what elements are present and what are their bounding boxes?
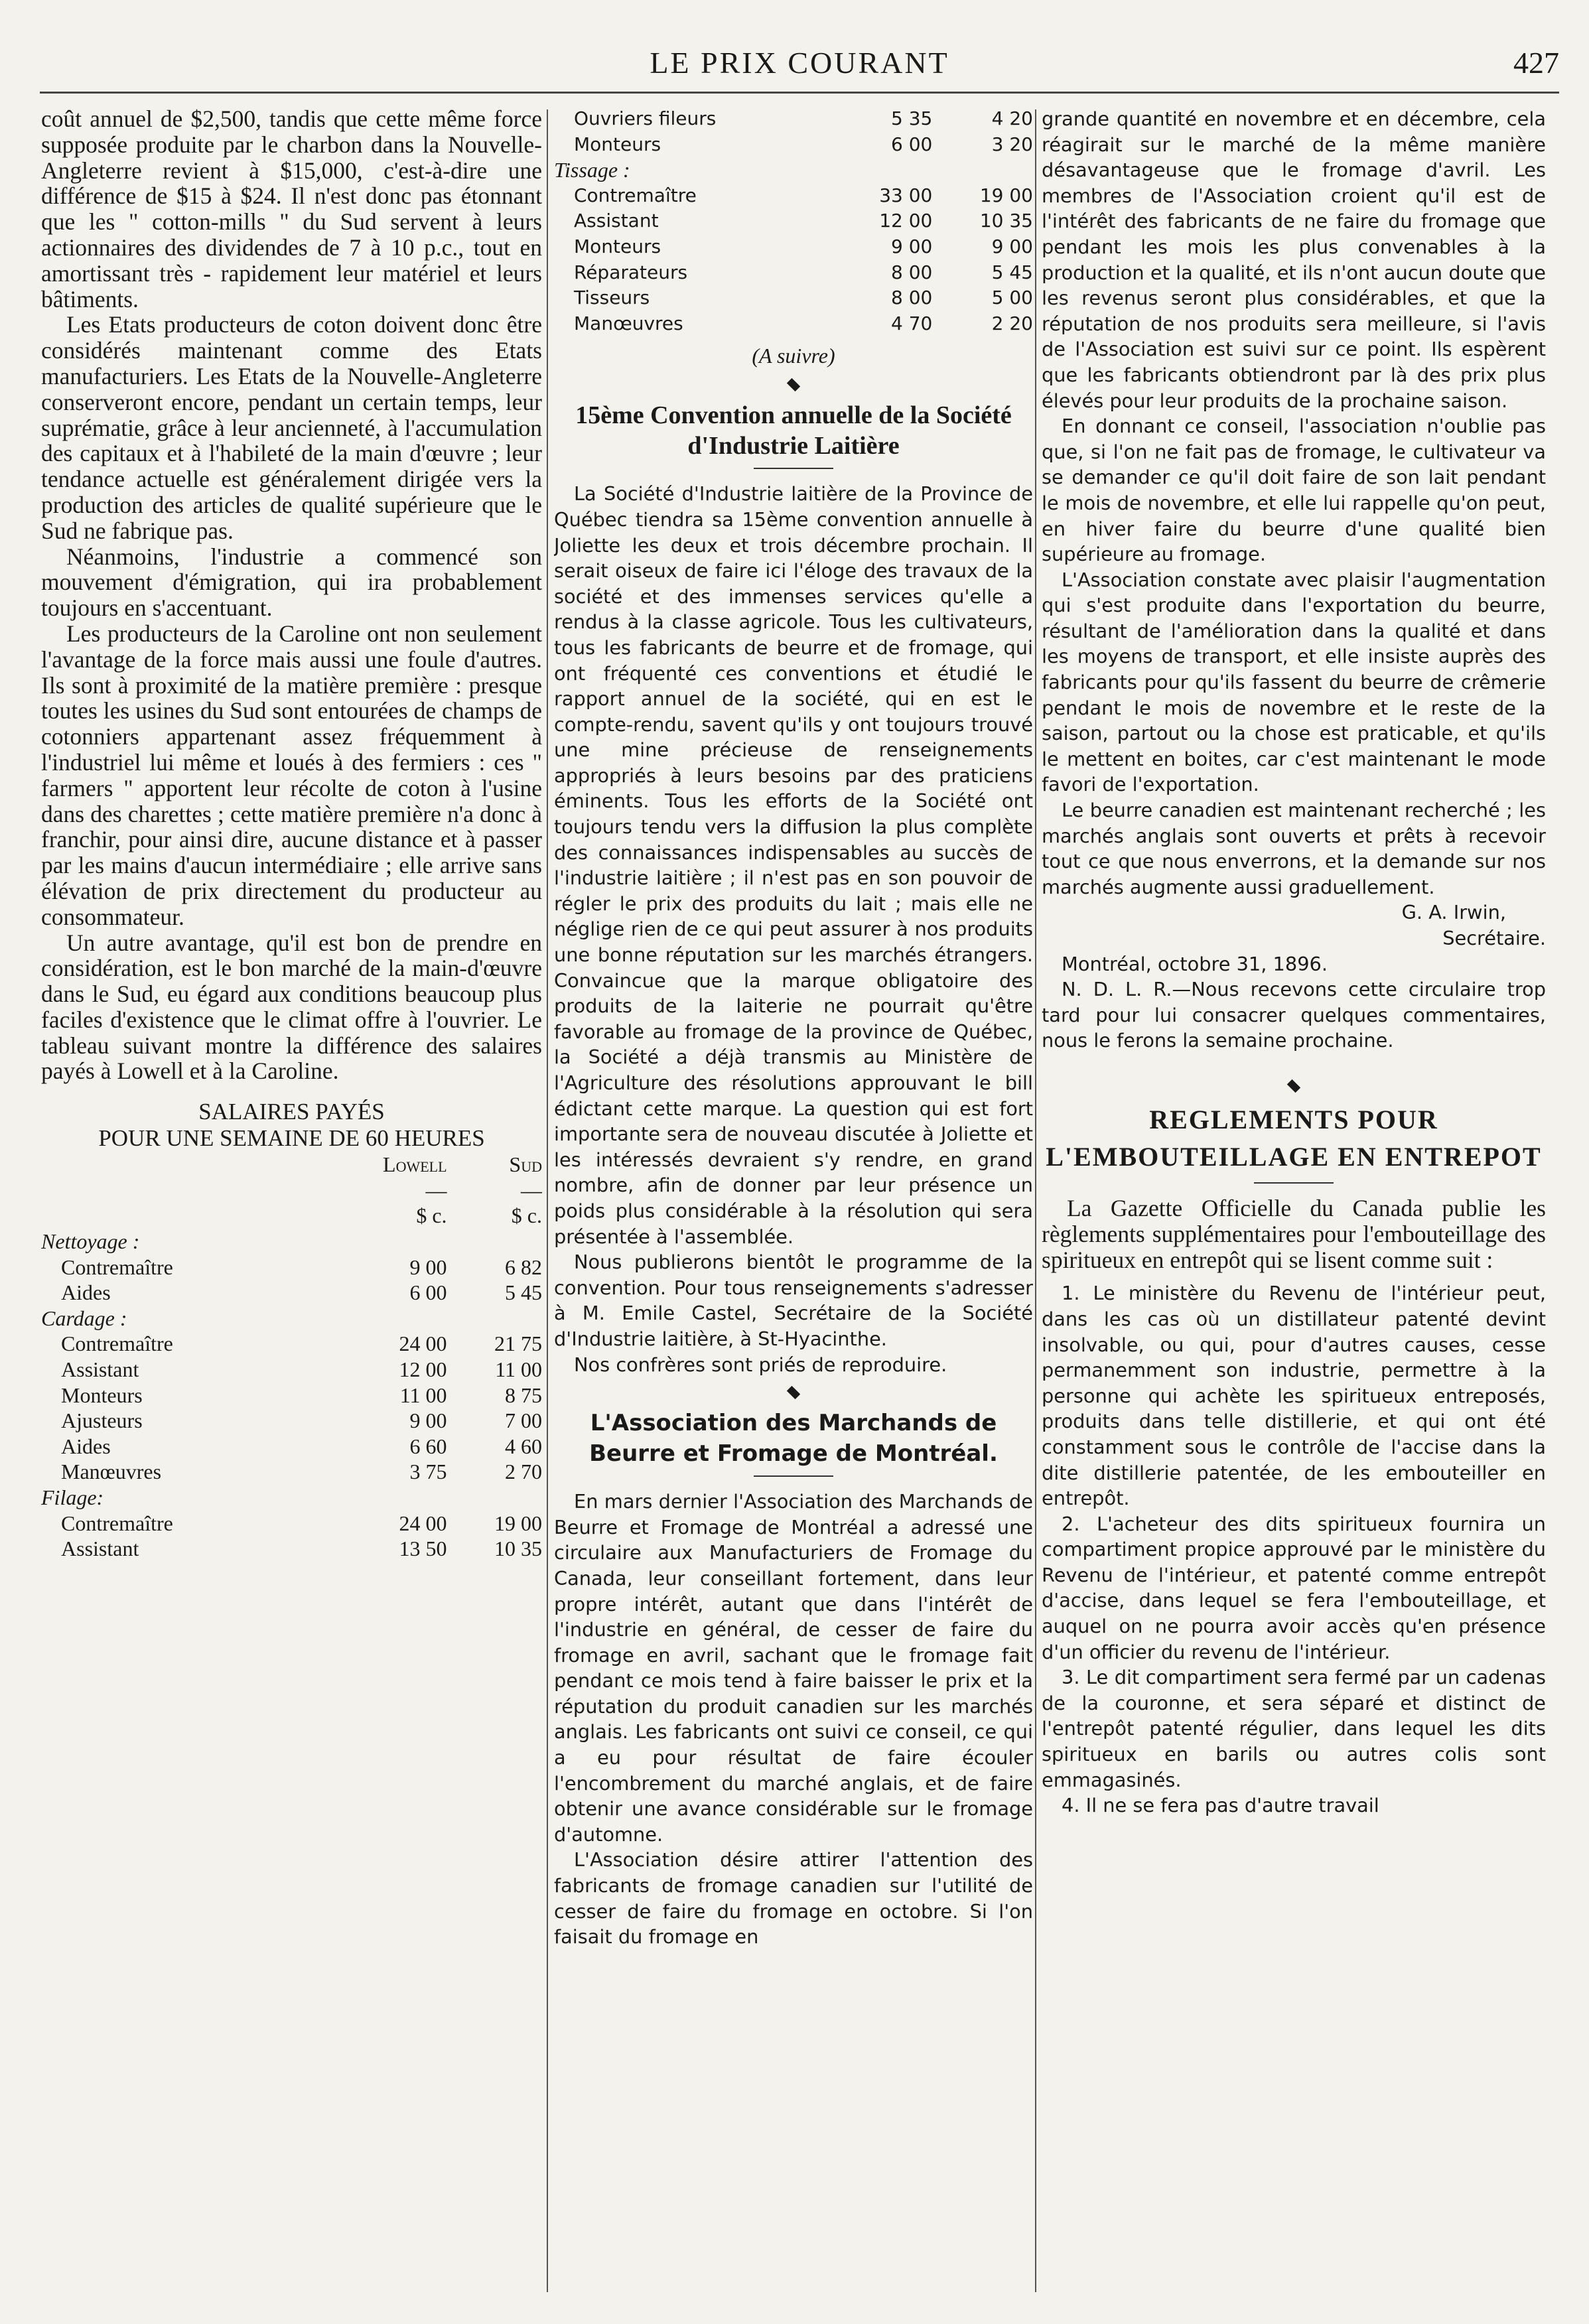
table-row: Manœuvres 4 70 2 20 <box>574 312 1033 334</box>
paragraph: Nous publierons bientôt le programme de la convention. Pour tous renseignements s'adresser à M. Emile Castel, Secrétaire de la Société d'Industrie laitière, à St-Hyacinthe. <box>554 1251 1033 1350</box>
table-row: Manœuvres 3 75 2 70 <box>61 1460 542 1484</box>
table-row: Contremaître 9 00 6 82 <box>61 1255 542 1279</box>
signature-title: Secrétaire. <box>1442 927 1546 949</box>
running-title: LE PRIX COURANT <box>650 46 949 80</box>
table-row: Ouvriers fileurs 5 35 4 20 <box>574 107 1033 129</box>
article-heading: REGLEMENTS POUR L'EMBOUTEILLAGE EN ENTREPOT <box>1046 1104 1542 1172</box>
rule-item: 3. Le dit compartiment sera fermé par un cadenas de la couronne, et sera séparé et distinct de l'entrepôt patenté régulier, dans lequel les dits spiritueux en barils ou autres colis sont emmagasinés. <box>1042 1666 1546 1791</box>
paragraph: Néanmoins, l'industrie a commencé son mouvement d'émigration, qui ira probablement toujours en s'accentuant. <box>41 543 542 622</box>
table-unit-row: $ c. $ c. <box>416 1203 542 1228</box>
table-section: Cardage : <box>41 1306 127 1330</box>
table-row: Contremaître 24 00 19 00 <box>61 1511 542 1535</box>
table-dash-row: — — <box>425 1178 542 1202</box>
to-be-continued-note: (A suivre) <box>752 344 835 368</box>
paragraph: Le beurre canadien est maintenant recherché ; les marchés anglais sont ouverts et prêts à recevoir tout ce que nous enverrons, et la demande sur nos marchés augmente aussi graduellement. <box>1042 799 1546 898</box>
rule-item: 2. L'acheteur des dits spiritueux fournira un compartiment propice approuvé par le ministère du Revenu de l'intérieur, et patenté comme entrepôt d'accise, dans lequel se fera l'embouteillage, et auquel on ne pourra avoir accès qu'en présence d'un officier du revenu de l'intérieur. <box>1042 1512 1546 1663</box>
heading-rule <box>754 468 833 469</box>
column-3 <box>1042 106 1546 2295</box>
table-row: Aides 6 60 4 60 <box>61 1434 542 1458</box>
section-ornament <box>787 378 800 391</box>
paragraph: Les Etats producteurs de coton doivent donc être considérés maintenant comme des Etats manufacturiers. Les Etats de la Nouvelle-Angleterre conserveront encore, pendant un certain temps, leur suprématie, grâce à leur ancienneté, à l'accumulation des capitaux et à l'habileté de la main d'œuvre ; leur tendance actuelle est généralement dirigée vers la production des articles de qualité supérieure que le Sud ne fabrique pas. <box>41 311 542 544</box>
table-title: SALAIRES PAYÉS <box>198 1099 385 1125</box>
column-2 <box>554 106 1033 2295</box>
paragraph: Les producteurs de la Caroline ont non seulement l'avantage de la force mais aussi une foule d'autres. Ils sont à proximité de la matière première : presque toutes les usines du Sud sont entourées de champs de cotonniers appartenant assez fréquemment à l'industriel lui même et loués à des fermiers : ces " farmers " apportent leur récolte de coton à l'usine dans des charettes ; cette matière première n'a donc à franchir, pour ainsi dire, aucune distance et à passer par les mains d'aucun intermédiaire ; elle arrive sans élévation de prix directement du producteur au consommateur. <box>41 620 542 930</box>
table-header-row <box>41 1152 542 1178</box>
paragraph: Nos confrères sont priés de reproduire. <box>574 1353 947 1376</box>
table-row: Aides 6 00 5 45 <box>61 1280 542 1305</box>
paragraph: L'Association constate avec plaisir l'augmentation qui s'est produite dans l'exportation du beurre, résultant de l'amélioration dans la qualité et dans les moyens de transport, et elle insiste auprès des fabricants pour qu'ils fassent du beurre de crêmerie pendant le mois de novembre et le reste de la saison, partout ou la chose est praticable, et qu'ils le mettent en boites, car c'est maintenant le mode favori de l'exportation. <box>1042 568 1546 796</box>
wages-table <box>41 1152 542 1562</box>
page-number: 427 <box>1513 46 1559 80</box>
column-divider <box>547 109 548 2292</box>
paragraph: La Gazette Officielle du Canada publie les règlements supplémentaires pour l'embouteillage des spiritueux en entrepôt qui se lisent comme suit : <box>1042 1194 1546 1273</box>
table-row: Réparateurs 8 00 5 45 <box>574 261 1033 283</box>
table-section: Nettoyage : <box>41 1229 140 1254</box>
table-row: Contremaître 33 00 19 00 <box>574 184 1033 206</box>
article-heading: 15ème Convention annuelle de la Société d'Industrie Laitière <box>575 401 1012 460</box>
table-section: Tissage : <box>554 158 630 182</box>
table-row: Assistant 12 00 10 35 <box>574 210 1033 232</box>
column-header: Sud <box>509 1152 542 1177</box>
wages-table-continued <box>554 106 1033 336</box>
table-row: Monteurs 9 00 9 00 <box>574 235 1033 257</box>
paragraph: La Société d'Industrie laitière de la Province de Québec tiendra sa 15ème convention annuelle à Joliette les deux et trois décembre prochain. Il serait oiseux de faire ici l'éloge des travaux de la société et des immenses services qu'elle a rendus à la classe agricole. Tous les cultivateurs, tous les fabricants de beurre et de fromage, qui ont fréquenté ces conventions et étudié le rapport annuel de la société, qui en est le compte-rendu, savent qu'ils y ont toujours trouvé une mine précieuse de renseignements appropriés à leurs besoins par des praticiens éminents. Tous les efforts de la Société ont toujours tendu vers la diffusion la plus complète des connaissances indispensables au succès de l'industrie laitière ; il n'est pas en son pouvoir de régler le prix des produits du lait ; mais elle ne néglige rien de ce qui peut assurer à nos produits une bonne réputation sur les marchés étrangers. Convaincue que la marque obligatoire des produits de la laiterie ne pourrait qu'être favorable au fromage de la province de Québec, la Société a déjà transmis au Ministère de l'Agriculture des résolutions approuvant le bill édictant cette marque. La question qui est fort importante sera de nouveau discutée à Joliette et les intéressés devraient s'y rendre, en grand nombre, afin de donner par leur présence un poids plus considérable à la résolution qui sera présentée à l'assemblée. <box>554 482 1033 1248</box>
page-header <box>40 40 1559 86</box>
table-row: Assistant 13 50 10 35 <box>61 1537 542 1561</box>
heading-rule <box>1254 1182 1334 1184</box>
column-1 <box>41 106 542 2295</box>
column-header: Lowell <box>383 1152 447 1177</box>
editor-note: N. D. L. R.—Nous recevons cette circulaire trop tard pour lui consacrer quelques commentaires, nous le ferons la semaine prochaine. <box>1042 978 1546 1052</box>
paragraph: L'Association désire attirer l'attention des fabricants de fromage canadien sur l'utilité de cesser de faire du fromage en octobre. Si l'on faisait du fromage en <box>554 1848 1033 1948</box>
paragraph: Un autre avantage, qu'il est bon de prendre en considération, est le bon marché de la main-d'œuvre dans le Sud, eu égard aux conditions beaucoup plus faciles d'existence que le climat offre à l'ouvrier. Le tableau suivant montre la différence des salaires payés à Lowell et à la Caroline. <box>41 929 542 1085</box>
section-ornament <box>1287 1079 1300 1093</box>
article-heading: L'Association des Marchands de Beurre et Fromage de Montréal. <box>589 1410 998 1468</box>
paragraph: En mars dernier l'Association des Marchands de Beurre et Fromage de Montréal a adressé une circulaire aux Manufacturiers de Fromage du Canada, leur conseillant fortement, dans leur propre intérêt, autant que dans l'intérêt de l'industrie en général, de cesser de faire du fromage en avril, sachant que le fromage fait pendant ce mois tend à faire baisser le prix et la réputation du produit canadien sur les marchés anglais. Les fabricants ont suivi ce conseil, ce qui a eu pour résultat de faire écouler l'encombrement du marché anglais, et de faire obtenir une avance considérable sur le fromage d'automne. <box>554 1490 1033 1846</box>
table-row: Monteurs 11 00 8 75 <box>61 1383 542 1407</box>
rule-item: 1. Le ministère du Revenu de l'intérieur peut, dans les cas où un distillateur patenté devint insolvable, ou qui, pour d'autres causes, cesse permanemment son industrie, permettre à la personne qui achète les spiritueux entreposés, produits dans telle distillerie, et qui ont été constamment sous le contrôle de l'accise dans la dite distillerie patentée, de les embouteiller en entrepôt. <box>1042 1282 1546 1510</box>
table-row: Tisseurs 8 00 5 00 <box>574 287 1033 309</box>
paragraph: coût annuel de $2,500, tandis que cette même force supposée produite par le charbon dans la Nouvelle-Angleterre revient à $15,000, c'est-à-dire une différence de $15 à $24. Il n'est donc pas étonnant que les " cotton-mills " du Sud servent à leurs actionnaires des dividendes de 7 à 10 p.c., tout en amortissant très - rapidement leur matériel et leurs bâtiments. <box>41 106 542 312</box>
table-row: Monteurs 6 00 3 20 <box>574 133 1033 155</box>
rule-item: 4. Il ne se fera pas d'autre travail <box>1062 1794 1379 1817</box>
signature-name: G. A. Irwin, <box>1401 901 1506 924</box>
table-row: Contremaître 24 00 21 75 <box>61 1332 542 1356</box>
table-row: Ajusteurs 9 00 7 00 <box>61 1408 542 1433</box>
dateline: Montréal, octobre 31, 1896. <box>1062 952 1328 975</box>
table-subtitle: POUR UNE SEMAINE DE 60 HEURES <box>98 1125 485 1152</box>
header-rule <box>40 92 1559 94</box>
table-section: Filage: <box>41 1485 104 1509</box>
table-row: Assistant 12 00 11 00 <box>61 1357 542 1382</box>
column-divider <box>1035 109 1036 2292</box>
paragraph: grande quantité en novembre et en décembre, cela réagirait sur le marché de la même manière désavantageuse que le fromage d'avril. Les membres de l'Association croient qu'il est de l'intérêt des fabricants de ne faire du fromage que pendant les mois les plus convenables à la production et la qualité, et ils n'ont aucun doute que les revenus seront plus considérables, et que la réputation de nos produits sera meilleure, si l'avis de l'Association est suivi sur ce point. Ils espèrent que les fabricants obtiendront par là des prix plus élevés pour leur produits de la prochaine saison. <box>1042 107 1546 412</box>
section-ornament <box>787 1386 800 1399</box>
heading-rule <box>754 1475 833 1477</box>
paragraph: En donnant ce conseil, l'association n'oublie pas que, si l'on ne fait pas de fromage, le cultivateur va se demander ce qu'il doit faire de son lait pendant le mois de novembre, et elle lui rappelle qu'on peut, en hiver faire du beurre d'une qualité bien supérieure au fromage. <box>1042 415 1546 566</box>
